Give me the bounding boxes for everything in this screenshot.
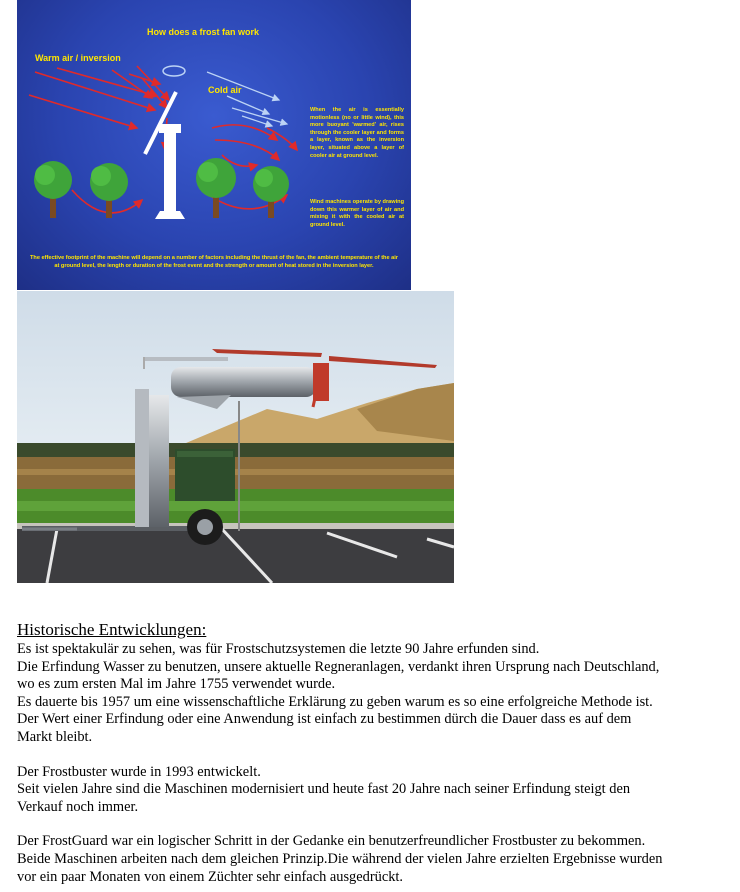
text-line: Es dauerte bis 1957 um eine wissenschaftliche Erklärung zu geben warum es so eine erfolgreiche Methode ist.: [17, 693, 653, 710]
frost-fan-diagram: [17, 0, 411, 290]
tree-icon: [253, 166, 289, 218]
text-line: Beide Maschinen arbeiten nach dem gleichen Prinzip.Die während der vielen Jahre erzielten Ergebnisse wurden: [17, 850, 663, 867]
text-line: vor ein paar Monaten von einem Züchter sehr einfach ausgedrückt.: [17, 868, 403, 885]
text-line: Der Wert einer Erfindung oder eine Anwendung ist einfach zu bestimmen dürch die Dauer dass es auf dem: [17, 711, 632, 728]
tree-icon: [196, 158, 236, 218]
frost-fan-photo: [17, 291, 454, 583]
section-heading: Historische Entwicklungen:: [17, 620, 207, 639]
trailer-frost-fan-image: [17, 291, 454, 583]
wind-machine-explanation: Wind machines operate by drawing down this warmer layer of air and mixing it with the cooled air at ground level.: [310, 199, 404, 228]
text-line: Der FrostGuard war ein logischer Schritt in der Gedanke ein benutzerfreundlicher Frostbuster zu bekommen.: [17, 833, 646, 850]
warm-air-label: Warm air / inversion: [35, 53, 121, 63]
inversion-explanation: When the air is essentially motionless (no or little wind), this more buoyant 'warmed' air, rises through the cooler layer and forms a layer, known as the inversion layer, situated above a layer of cooler air at ground level.: [310, 107, 404, 159]
cold-air-arrows: [207, 72, 287, 126]
diagram-footnote: The effective footprint of the machine will depend on a number of factors including the thrust of the fan, the ambient temperature of the air at ground level, the length or duration of the frost event and the strength or amount of heat stored in the inversion layer.: [30, 255, 398, 269]
text-line: Es ist spektakulär zu sehen, was für Frostschutzsystemen die letzte 90 Jahre erfunden sind.: [17, 641, 540, 657]
fan-rotation-icon: [163, 66, 185, 76]
frost-fan-tower: [145, 92, 185, 219]
diagram-title: How does a frost fan work: [147, 27, 260, 37]
text-line: Seit vielen Jahre sind die Maschinen modernisiert und heute fast 20 Jahre nach seiner Erfindung steigt den: [17, 781, 631, 798]
text-line: wo es zum ersten Mal im Jahre 1755 verwendet wurde.: [17, 676, 336, 693]
text-line: Verkauf noch immer.: [17, 798, 139, 815]
text-line: Der Frostbuster wurde in 1993 entwickelt.: [17, 763, 261, 780]
paragraph-frostbuster: [17, 764, 732, 817]
paragraph-frostguard: [17, 833, 732, 886]
text-line: Die Erfindung Wasser zu benutzen, unsere aktuelle Regneranlagen, verdankt ihren Ursprung nach Deutschland,: [17, 658, 660, 675]
article: [17, 620, 732, 886]
text-line: Markt bleibt.: [17, 728, 93, 745]
paragraph-history: [17, 641, 732, 747]
tree-icon: [34, 161, 72, 218]
cold-air-label: Cold air: [208, 85, 242, 95]
